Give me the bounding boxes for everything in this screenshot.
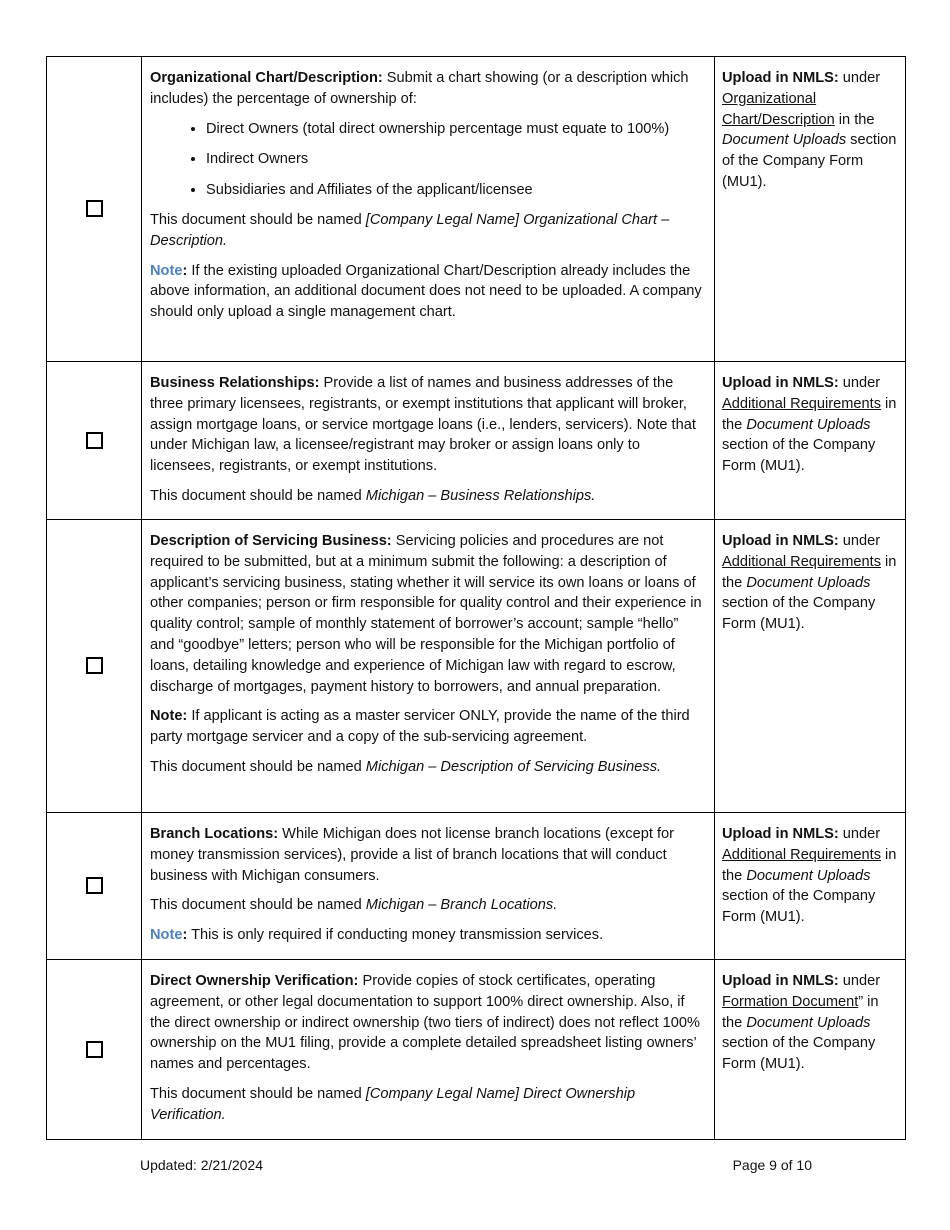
- upload-category-link: Additional Requirements: [722, 553, 881, 570]
- checkbox-servicing-business[interactable]: [86, 657, 103, 674]
- upload-text: under: [838, 533, 881, 549]
- checkbox-business-relationships[interactable]: [86, 432, 103, 449]
- document-name-prefix: This document should be named: [150, 897, 366, 914]
- document-name-line: [150, 1084, 706, 1126]
- list-item: • Indirect Owners: [206, 149, 706, 170]
- document-name-prefix: This document should be named: [150, 758, 366, 775]
- upload-label: Upload in NMLS:: [722, 533, 839, 549]
- requirement-description: [142, 813, 715, 960]
- note-paragraph: [150, 925, 706, 946]
- list-item: • Subsidiaries and Affiliates of the applicant/licensee: [206, 180, 706, 201]
- page-number: Page 9 of 10: [732, 1157, 812, 1173]
- document-name-line: [150, 486, 706, 507]
- document-name: [Company Legal Name] Organizational Chart – Description.: [150, 211, 670, 249]
- upload-section-name: Document Uploads: [746, 867, 871, 884]
- upload-category-link: Formation Document: [722, 993, 859, 1010]
- table-row: [47, 520, 906, 813]
- upload-text: section of the Company Form (MU1).: [722, 1035, 876, 1073]
- upload-text: in the: [834, 111, 875, 128]
- checkbox-cell: [47, 362, 142, 520]
- requirements-table: [46, 56, 906, 1140]
- requirement-text: Provide a list of names and business addresses of the three primary licensees, registrants, or exempt institutions that applicant will broker, assign mortgage loans, or service mortgage loans (i.e., lenders, servicers). Note that under Michigan law, a licensee/registrant may broker or assign loans only to licensees, registrants, or exempt institutions.: [150, 375, 696, 475]
- upload-instructions: [715, 57, 906, 362]
- requirement-description: [142, 57, 715, 362]
- requirement-title: Branch Locations:: [150, 826, 279, 842]
- note-text: If applicant is acting as a master servicer ONLY, provide the name of the third party mortgage servicer and a copy of the sub-servicing agreement.: [150, 708, 690, 746]
- note-label: Note: [150, 927, 183, 944]
- note-text: If the existing uploaded Organizational Chart/Description already includes the above information, an additional document does not need to be uploaded. A company should only upload a single management chart.: [150, 262, 702, 321]
- note-label: Note:: [150, 708, 188, 725]
- checkbox-cell: [47, 813, 142, 960]
- table-row: [47, 960, 906, 1140]
- checkbox-branch-locations[interactable]: [86, 877, 103, 894]
- requirement-title: Direct Ownership Verification:: [150, 973, 359, 989]
- upload-text: under: [838, 826, 881, 842]
- note-paragraph: [150, 706, 706, 748]
- upload-text: under: [838, 375, 881, 391]
- document-name-line: [150, 757, 706, 778]
- upload-label: Upload in NMLS:: [722, 973, 839, 989]
- checkbox-cell: [47, 57, 142, 362]
- table-row: [47, 57, 906, 362]
- upload-section-name: Document Uploads: [746, 1014, 871, 1031]
- upload-instructions: [715, 813, 906, 960]
- document-name: Michigan – Branch Locations.: [365, 897, 558, 914]
- document-name-prefix: This document should be named: [150, 487, 366, 504]
- requirement-description: [142, 362, 715, 520]
- note-paragraph: [150, 261, 706, 323]
- checkbox-ownership-verification[interactable]: [86, 1041, 103, 1058]
- requirement-text: Servicing policies and procedures are not required to be submitted, but at a minimum submit the following: a description of applicant’s servicing business, stating whether it will service its own loans or loans of other companies; person or firm responsible for quality control and their experience in quality control; sample of monthly statement of borrower’s account; sample “hello” and “goodbye” letters; person who will be responsible for the Michigan portfolio of loans, detailing knowledge and experience of Michigan law with regard to escrow, discharge of mortgages, payment history to borrowers, and annual preparation.: [150, 533, 702, 695]
- document-name: [Company Legal Name] Direct Ownership Verification.: [150, 1085, 636, 1123]
- upload-category-link: Organizational Chart/Description: [722, 90, 835, 128]
- table-row: [47, 362, 906, 520]
- document-name: Michigan – Business Relationships.: [365, 487, 596, 504]
- upload-section-name: Document Uploads: [746, 574, 871, 591]
- upload-text: section of the Company Form (MU1).: [722, 595, 876, 633]
- upload-category-link: Additional Requirements: [722, 395, 881, 412]
- upload-instructions: [715, 960, 906, 1140]
- upload-text: in the: [722, 553, 897, 591]
- upload-instructions: [715, 362, 906, 520]
- requirement-text: Provide copies of stock certificates, operating agreement, or other legal documentation to support 100% direct ownership. Also, if the direct ownership or indirect ownership (two tiers of indirect) does not reflect 100% ownership on the MU1 filing, provide a complete detailed spreadsheet listing owners’ names and percentages.: [150, 973, 700, 1073]
- table-row: [47, 813, 906, 960]
- requirement-text: Submit a chart showing (or a description which includes) the percentage of ownership of:: [150, 70, 689, 107]
- document-name-prefix: This document should be named: [150, 211, 366, 228]
- checkbox-cell: [47, 960, 142, 1140]
- document-name-line: [150, 210, 706, 252]
- ownership-list: [150, 119, 706, 201]
- document-name-line: [150, 895, 706, 916]
- upload-text: under: [838, 70, 881, 86]
- upload-text: section of the Company Form (MU1).: [722, 132, 897, 190]
- upload-section-name: Document Uploads: [722, 132, 847, 149]
- document-name-prefix: This document should be named: [150, 1085, 366, 1102]
- upload-instructions: [715, 520, 906, 813]
- document-name: Michigan – Description of Servicing Business.: [365, 758, 662, 775]
- upload-label: Upload in NMLS:: [722, 826, 839, 842]
- checkbox-organizational-chart[interactable]: [86, 200, 103, 217]
- upload-text: under: [838, 973, 881, 989]
- upload-text: in the: [722, 846, 897, 884]
- requirement-description: [142, 960, 715, 1140]
- upload-text: in the: [722, 395, 897, 433]
- requirement-title: Business Relationships:: [150, 375, 320, 391]
- updated-date: Updated: 2/21/2024: [140, 1157, 263, 1173]
- requirement-title: Organizational Chart/Description:: [150, 70, 383, 86]
- upload-label: Upload in NMLS:: [722, 70, 839, 86]
- list-item: • Direct Owners (total direct ownership percentage must equate to 100%): [206, 119, 706, 140]
- upload-text: section of the Company Form (MU1).: [722, 888, 876, 926]
- upload-label: Upload in NMLS:: [722, 375, 839, 391]
- upload-text: section of the Company Form (MU1).: [722, 437, 876, 475]
- note-text: This is only required if conducting money transmission services.: [187, 927, 604, 944]
- note-colon: :: [182, 262, 188, 279]
- requirement-title: Description of Servicing Business:: [150, 533, 392, 549]
- upload-text: ” in the: [722, 993, 879, 1031]
- upload-category-link: Additional Requirements: [722, 846, 881, 863]
- requirement-description: [142, 520, 715, 813]
- note-label: Note: [150, 262, 183, 279]
- note-colon: :: [182, 927, 188, 944]
- upload-section-name: Document Uploads: [746, 416, 871, 433]
- checkbox-cell: [47, 520, 142, 813]
- requirement-text: While Michigan does not license branch locations (except for money transmission services), provide a list of branch locations that will conduct business with Michigan consumers.: [150, 826, 674, 884]
